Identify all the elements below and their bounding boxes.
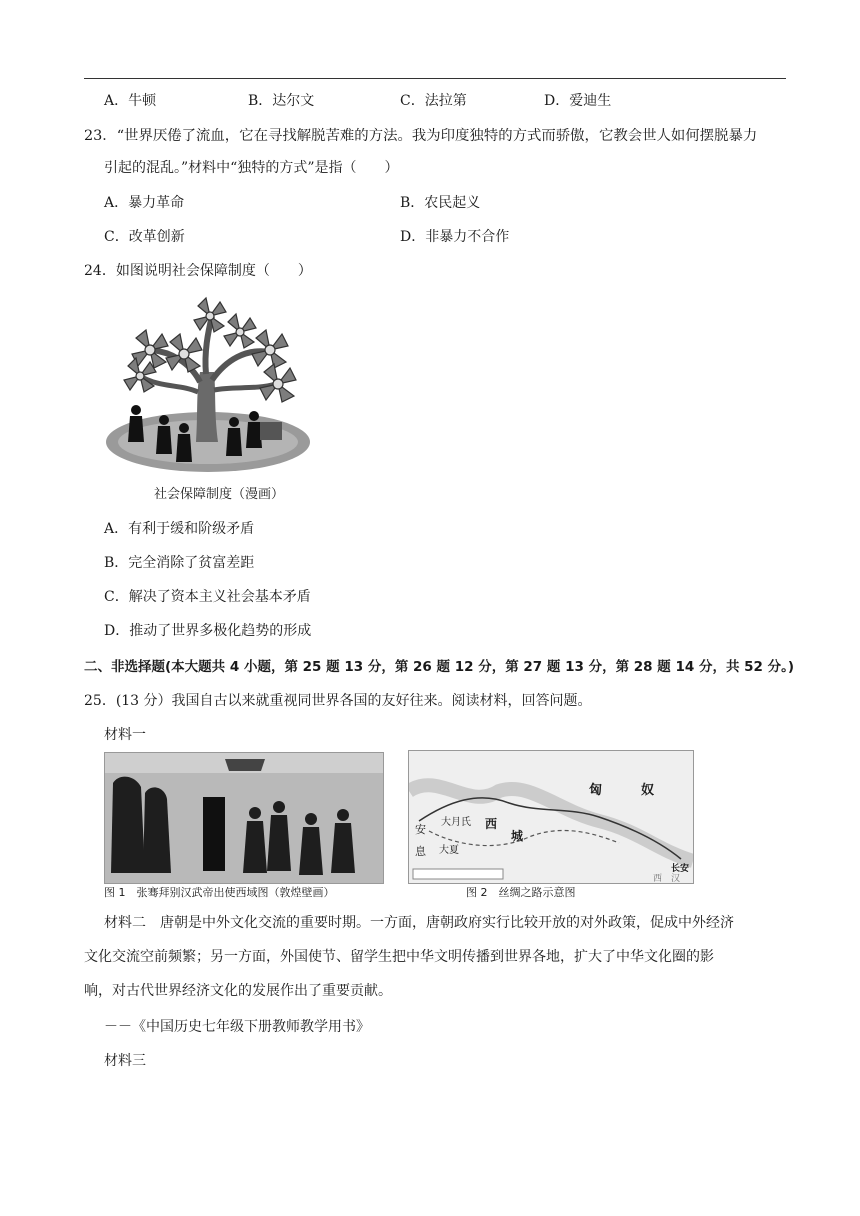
page-top-rule — [84, 78, 786, 79]
q24-option-d[interactable]: D．推动了世界多极化趋势的形成 — [104, 623, 312, 639]
figure2-caption: 图 2 丝绸之路示意图 — [466, 886, 576, 899]
q24-stem: 24．如图说明社会保障制度（ ） — [84, 263, 312, 279]
material2-line2: 文化交流空前频繁；另一方面，外国使节、留学生把中华文明传播到世界各地，扩大了中华文化圈的影 — [84, 949, 714, 965]
map-label-xi: 西 — [485, 817, 498, 831]
map-label-changan: 长安 — [671, 864, 690, 874]
q23-option-b[interactable]: B．农民起义 — [400, 195, 481, 211]
material2-line1: 材料二 唐朝是中外文化交流的重要时期。一方面，唐朝政府实行比较开放的对外政策，促成中外经济 — [104, 915, 734, 931]
q25-stem: 25．(13 分）我国自古以来就重视同世界各国的友好往来。阅读材料，回答问题。 — [84, 693, 592, 709]
q24-option-c[interactable]: C．解决了资本主义社会基本矛盾 — [104, 589, 311, 605]
map-label-an: 安 — [415, 823, 426, 836]
q22-option-b[interactable]: B．达尔文 — [248, 93, 315, 109]
map-label-dayuezhi: 大月氏 — [441, 817, 471, 828]
silk-road-map-image — [408, 750, 694, 884]
section2-heading: 二、非选择题(本大题共 4 小题，第 25 题 13 分，第 26 题 12 分，第 27 题 13 分，第 28 题 14 分，共 52 分。) — [84, 659, 795, 675]
q23-option-c[interactable]: C．改革创新 — [104, 229, 185, 245]
map-label-daxia: 大夏 — [439, 845, 459, 856]
social-security-cartoon — [100, 292, 322, 502]
q23-stem-line2: 引起的混乱。”材料中“独特的方式”是指（ ） — [104, 160, 399, 176]
material3-label: 材料三 — [104, 1053, 146, 1069]
material2-line3: 响，对古代世界经济文化的发展作出了重要贡献。 — [84, 983, 392, 999]
q22-option-c[interactable]: C．法拉第 — [400, 93, 467, 109]
q22-option-a[interactable]: A．牛顿 — [104, 93, 157, 109]
cartoon-caption: 社会保障制度（漫画） — [154, 487, 285, 502]
q24-option-a[interactable]: A．有利于缓和阶级矛盾 — [104, 521, 255, 537]
figure1-caption: 图 1 张骞拜别汉武帝出使西域图（敦煌壁画） — [104, 886, 335, 899]
q23-option-d[interactable]: D．非暴力不合作 — [400, 229, 510, 245]
zhang-qian-mural-image — [104, 752, 384, 884]
material2-source: －－《中国历史七年级下册教师教学用书》 — [104, 1019, 370, 1035]
q22-option-d[interactable]: D．爱迪生 — [544, 93, 612, 109]
map-label-nu: 奴 — [641, 783, 655, 798]
material1-label: 材料一 — [104, 727, 146, 743]
q23-stem-line1: 23．“世界厌倦了流血，它在寻找解脱苦难的方法。我为印度独特的方式而骄傲，它教会世人如何摆脱暴力 — [84, 128, 758, 144]
map-label-xihan: 西 汉 — [653, 874, 681, 884]
q24-option-b[interactable]: B．完全消除了贫富差距 — [104, 555, 255, 571]
map-label-cheng: 城 — [511, 829, 524, 843]
map-label-xiong: 匈 — [589, 783, 603, 798]
q23-option-a[interactable]: A．暴力革命 — [104, 195, 185, 211]
map-label-xi2: 息 — [415, 845, 426, 858]
